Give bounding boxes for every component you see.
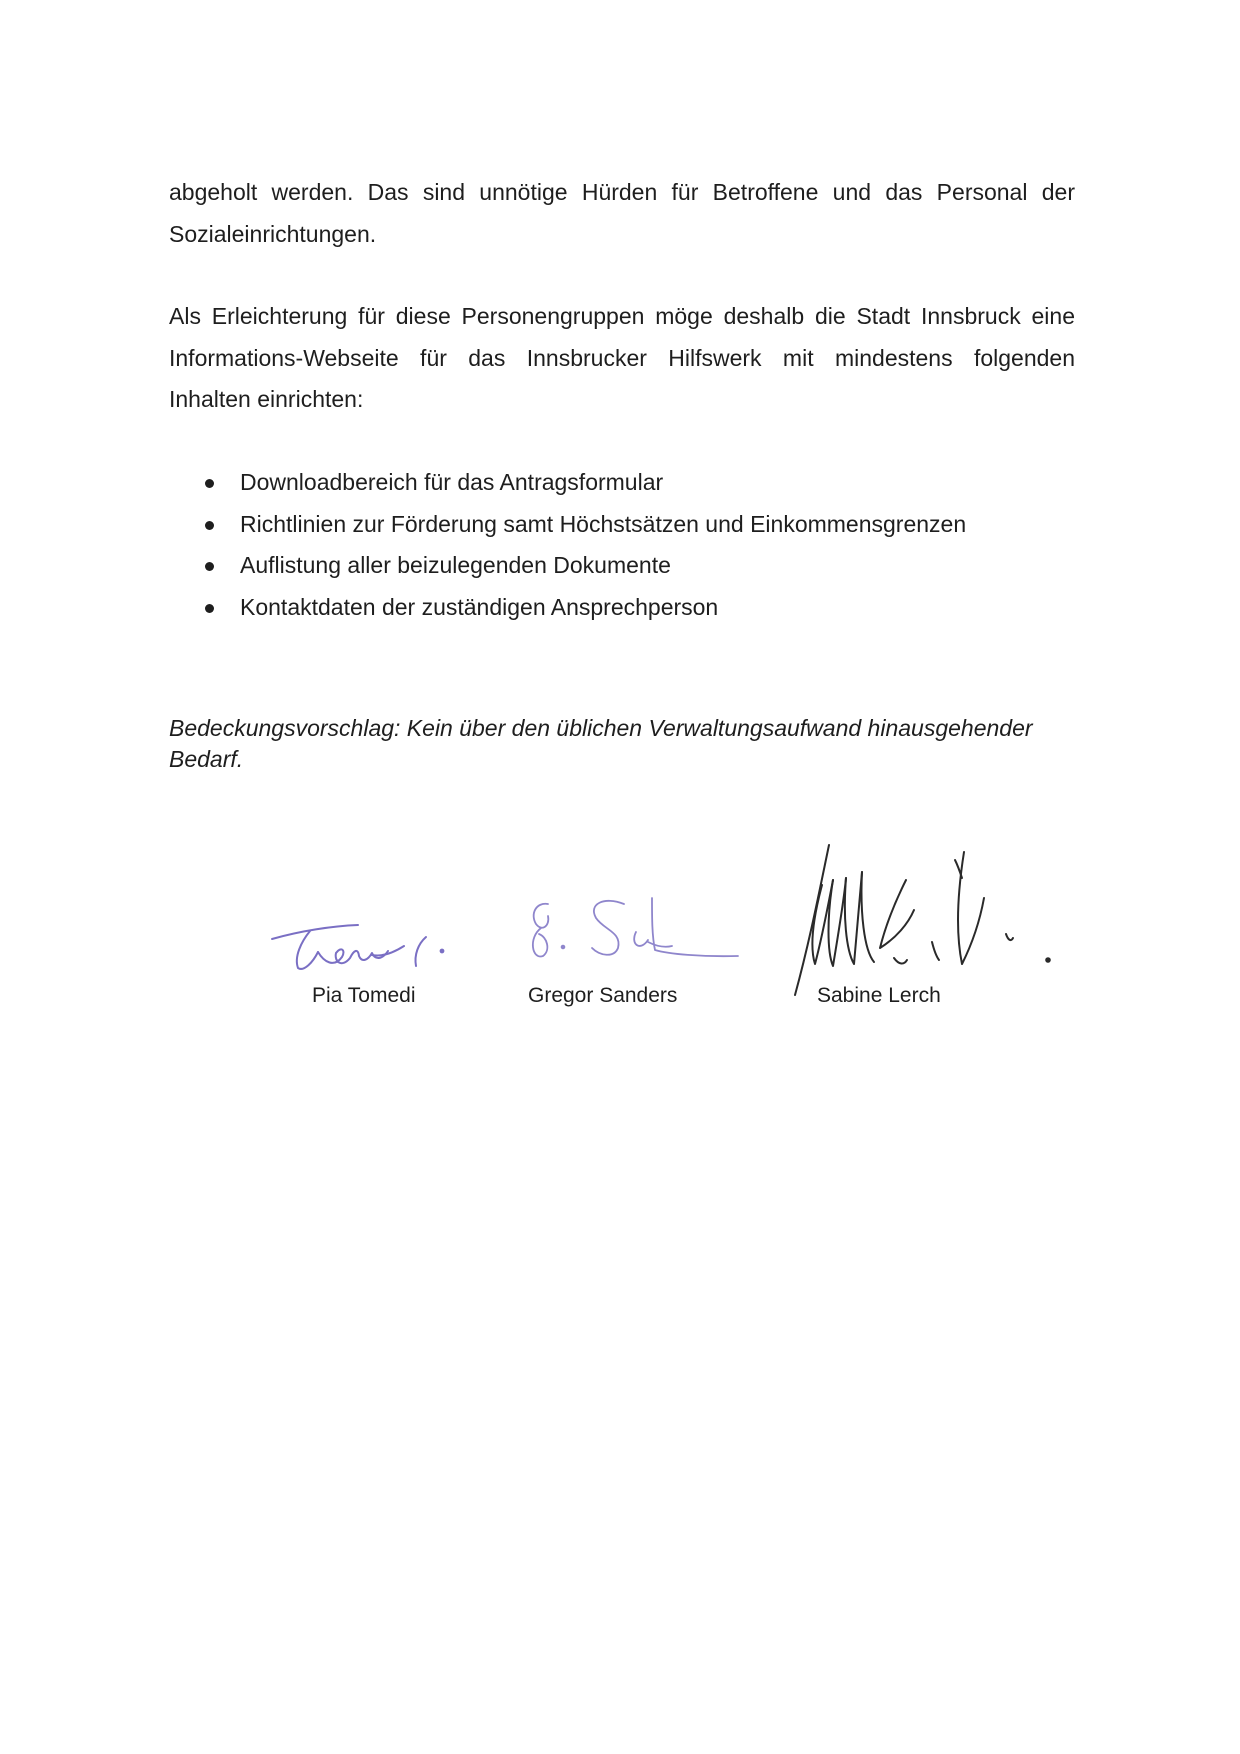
paragraph-line: Sozialeinrichtungen. bbox=[169, 220, 377, 247]
coverage-line: Bedarf. bbox=[169, 746, 244, 772]
signatory-name-2: Gregor Sanders bbox=[528, 984, 678, 1007]
signatory-name-3: Sabine Lerch bbox=[817, 984, 941, 1007]
list-item-text: Auflistung aller beizulegenden Dokumente bbox=[240, 552, 671, 578]
signature-sabine-lerch bbox=[795, 845, 1050, 995]
list-item-text: Downloadbereich für das Antragsformular bbox=[240, 469, 664, 495]
list-item-text: Richtlinien zur Förderung samt Höchstsätzen und Einkommensgrenzen bbox=[240, 510, 967, 537]
paragraph-line: Informations-Webseite für das Innsbrucker Hilfswerk mit mindestens folgenden bbox=[169, 344, 1075, 371]
paragraph-line: Als Erleichterung für diese Personengruppen möge deshalb die Stadt Innsbruck eine bbox=[169, 303, 1075, 329]
paragraph-line: Inhalten einrichten: bbox=[169, 386, 364, 412]
paragraph-line: abgeholt werden. Das sind unnötige Hürden für Betroffene und das Personal der bbox=[169, 179, 1075, 205]
signature-pia-tomedi bbox=[272, 925, 443, 969]
coverage-line: Bedeckungsvorschlag: Kein über den üblichen Verwaltungsaufwand hinausgehender bbox=[169, 715, 1033, 741]
signature-gregor-sanders bbox=[533, 898, 738, 956]
signatory-name-1: Pia Tomedi bbox=[312, 984, 416, 1007]
list-item-text: Kontaktdaten der zuständigen Ansprechperson bbox=[240, 593, 719, 620]
